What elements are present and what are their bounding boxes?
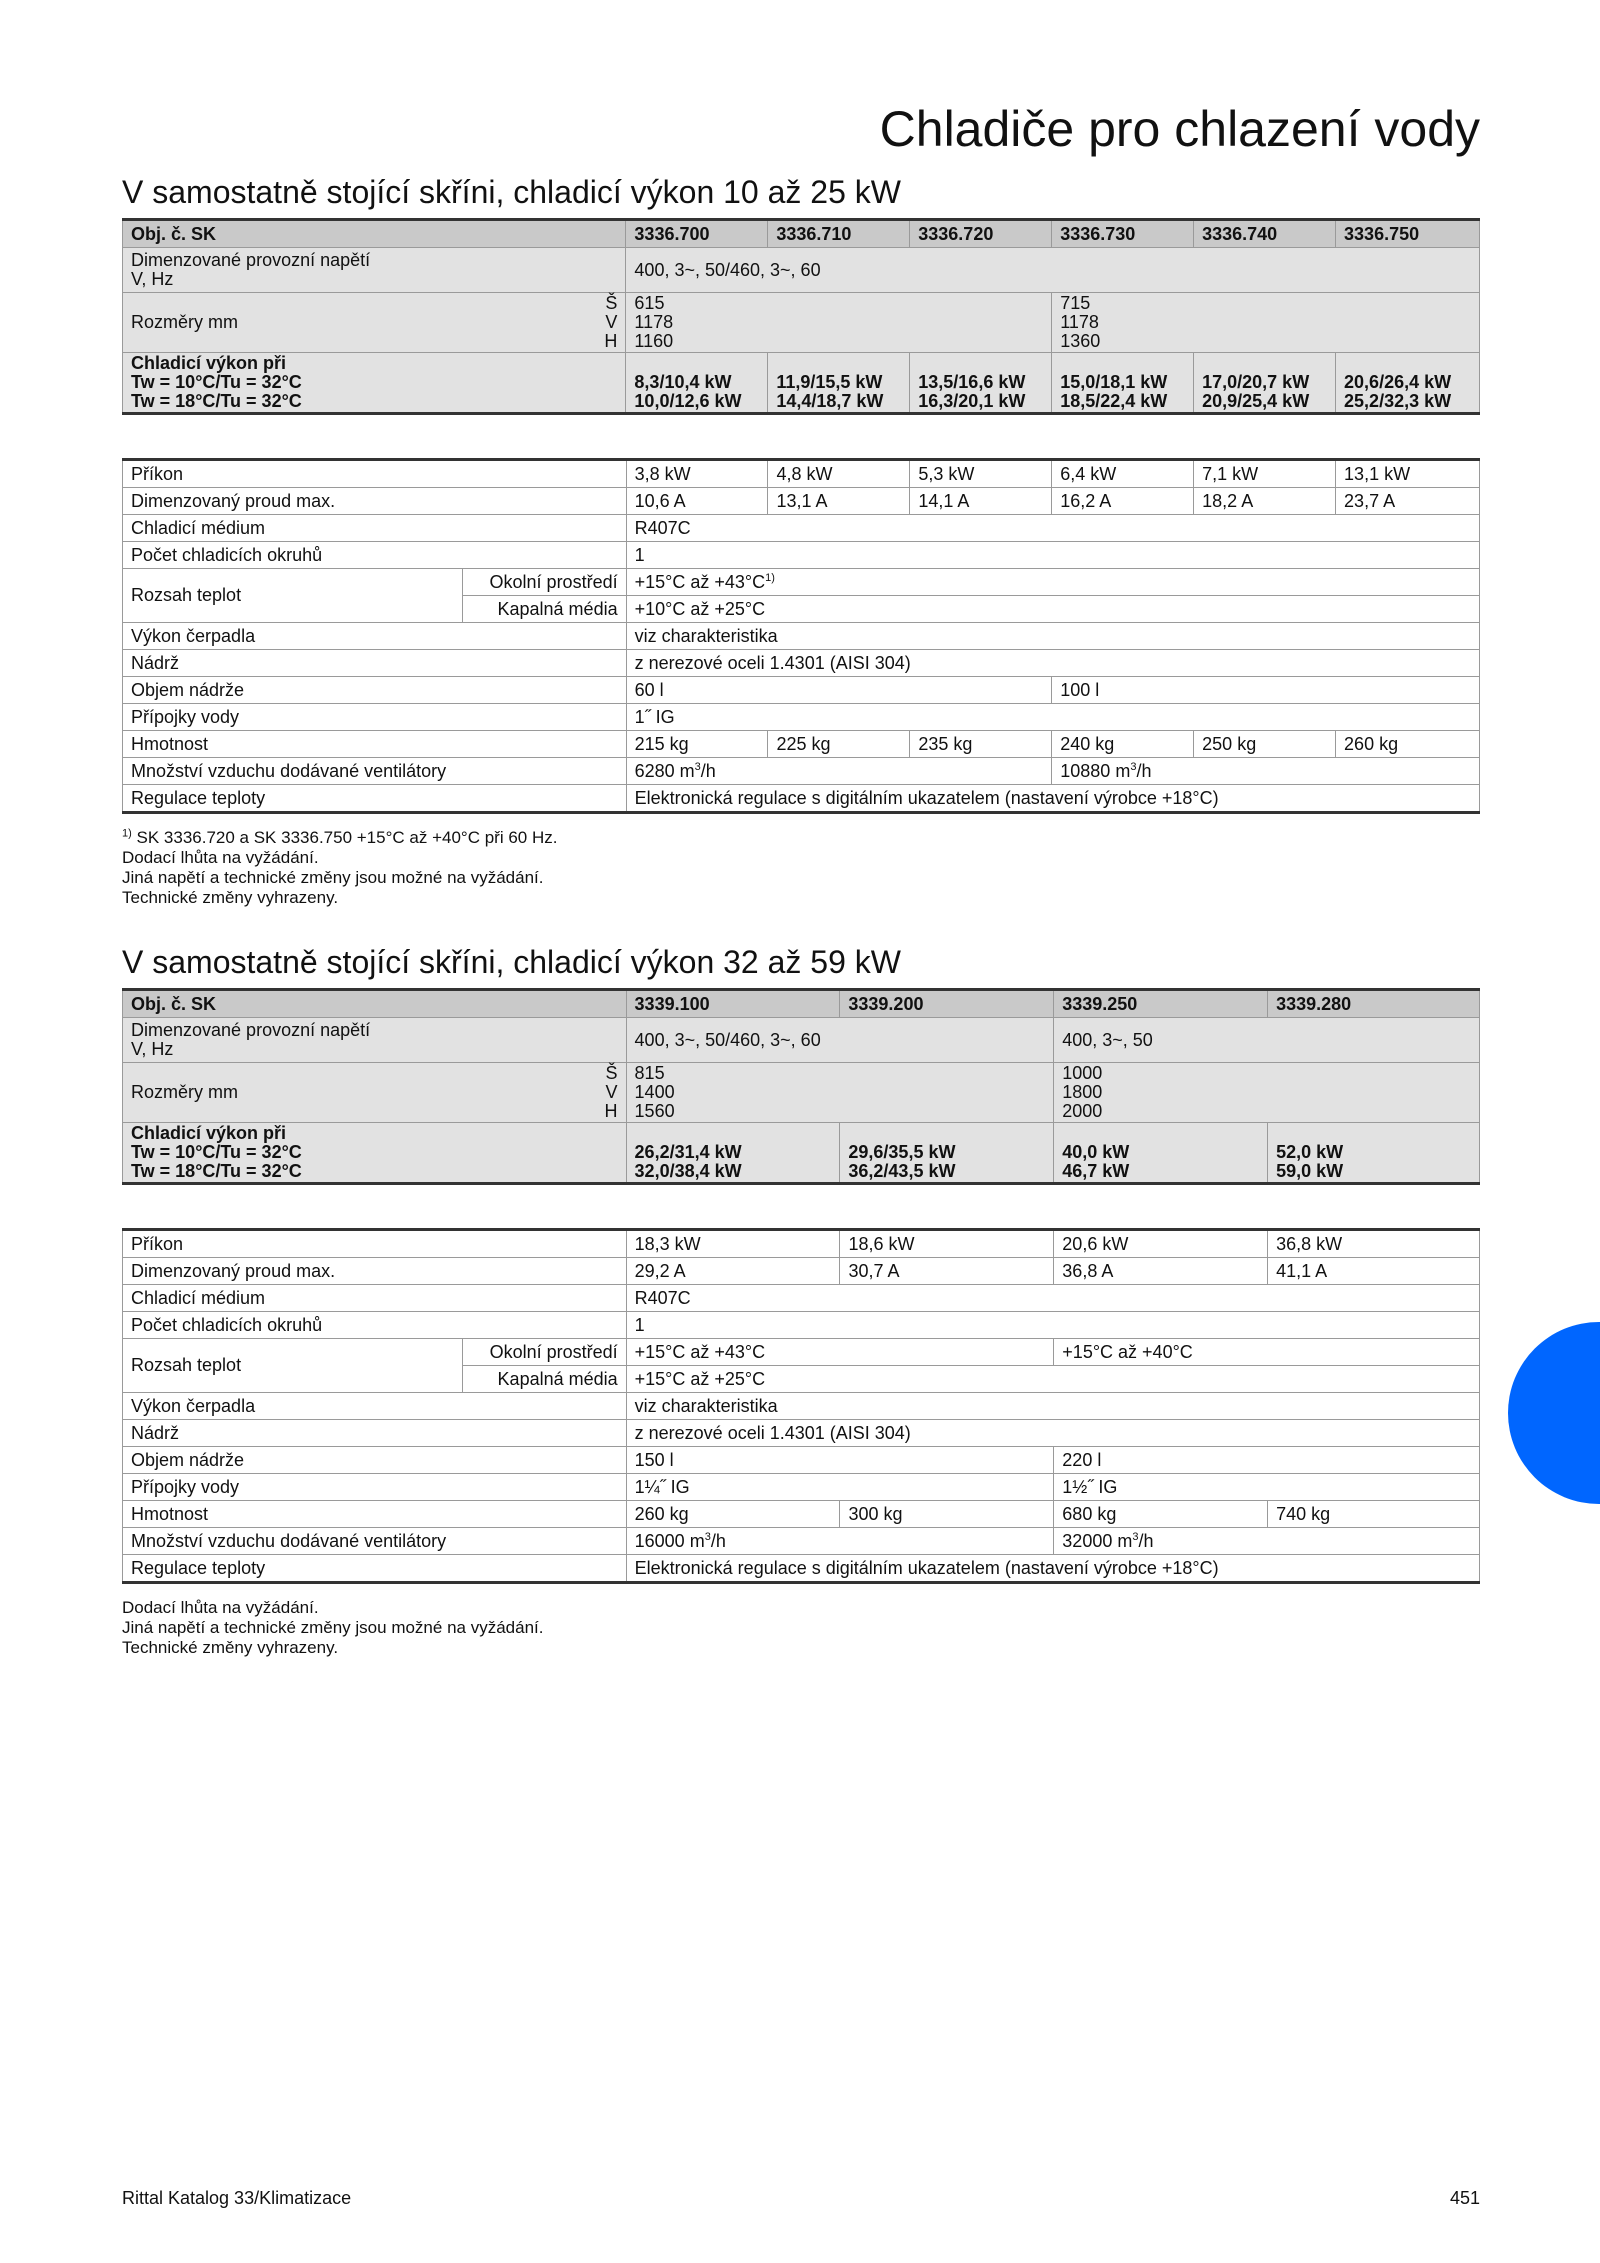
power-value: 4,8 kW — [768, 460, 910, 488]
footnote: $^{1)}$ SK 3336.720 a SK 3336.750 +15°C až +40°C při 60 Hz. — [122, 827, 558, 847]
cooling-value: 29,6/35,5 kW 36,2/43,5 kW — [840, 1123, 1054, 1184]
model-col: 3339.280 — [1268, 990, 1480, 1018]
ambient-a: +15°C až +43°C — [626, 1339, 1054, 1366]
tank-volume-b: 100 l — [1052, 677, 1480, 704]
cooling-value: 11,9/15,5 kW 14,4/18,7 kW — [768, 353, 910, 414]
page-number: 451 — [1449, 2188, 1480, 2208]
weight-value: 225 kg — [768, 731, 910, 758]
dims-label: Rozměry mm — [123, 293, 463, 353]
medium-label: Chladicí médium — [123, 1285, 627, 1312]
model-col: 3336.720 — [910, 220, 1052, 248]
circuits-label: Počet chladicích okruhů — [123, 542, 627, 569]
medium-label: Chladicí médium — [123, 515, 627, 542]
circuits-value: 1 — [626, 1312, 1479, 1339]
cooling-label: Chladicí výkon při Tw = 10°C/Tu = 32°C Tw = 18°C/Tu = 32°C — [123, 1123, 627, 1184]
weight-value: 740 kg — [1268, 1501, 1480, 1528]
regulation-label: Regulace teploty — [123, 1555, 627, 1583]
current-value: 10,6 A — [626, 488, 768, 515]
current-value: 14,1 A — [910, 488, 1052, 515]
tank-volume-b: 220 l — [1054, 1447, 1480, 1474]
airflow-label: Množství vzduchu dodávané ventilátory — [123, 1528, 627, 1555]
current-value: 13,1 A — [768, 488, 910, 515]
ambient-b: +15°C až +40°C — [1054, 1339, 1480, 1366]
current-value: 23,7 A — [1336, 488, 1480, 515]
weight-value: 250 kg — [1194, 731, 1336, 758]
regulation-value: Elektronická regulace s digitálním ukazatelem (nastavení výrobce +18°C) — [626, 785, 1479, 813]
pump-value: viz charakteristika — [626, 623, 1479, 650]
chapter-tab — [1508, 1322, 1600, 1504]
note: Dodací lhůta na vyžádání. — [122, 1598, 319, 1617]
weight-value: 300 kg — [840, 1501, 1054, 1528]
power-label: Příkon — [123, 1230, 627, 1258]
current-label: Dimenzovaný proud max. — [123, 1258, 627, 1285]
current-value: 36,8 A — [1054, 1258, 1268, 1285]
cooling-label: Chladicí výkon při Tw = 10°C/Tu = 32°C Tw = 18°C/Tu = 32°C — [123, 353, 626, 414]
note: Dodací lhůta na vyžádání. — [122, 848, 319, 867]
weight-value: 680 kg — [1054, 1501, 1268, 1528]
note: Jiná napětí a technické změny jsou možné na vyžádání. — [122, 868, 544, 887]
power-value: 20,6 kW — [1054, 1230, 1268, 1258]
circuits-value: 1 — [626, 542, 1479, 569]
water-conn-label: Přípojky vody — [123, 1474, 627, 1501]
power-value: 13,1 kW — [1336, 460, 1480, 488]
page-title: Chladiče pro chlazení vody — [879, 101, 1480, 157]
weight-value: 240 kg — [1052, 731, 1194, 758]
model-col: 3336.750 — [1336, 220, 1480, 248]
weight-value: 260 kg — [1336, 731, 1480, 758]
current-value: 16,2 A — [1052, 488, 1194, 515]
model-col: 3339.200 — [840, 990, 1054, 1018]
liquid-label: Kapalná média — [462, 1366, 626, 1393]
footer-catalog: Rittal Katalog 33/Klimatizace — [122, 2188, 352, 2208]
ambient-label: Okolní prostředí — [462, 569, 626, 596]
current-value: 41,1 A — [1268, 1258, 1480, 1285]
airflow-b: 10880 $m^3/h$ — [1052, 758, 1480, 785]
header-label: Obj. č. SK — [123, 990, 627, 1018]
cooling-value: 26,2/31,4 kW 32,0/38,4 kW — [626, 1123, 840, 1184]
tank-volume-label: Objem nádrže — [123, 677, 627, 704]
tank-volume-a: 60 l — [626, 677, 1052, 704]
tank-volume-a: 150 l — [626, 1447, 1054, 1474]
dims-a: 815 1400 1560 — [626, 1063, 1054, 1123]
cooling-value: 8,3/10,4 kW 10,0/12,6 kW — [626, 353, 768, 414]
voltage-label: Dimenzované provozní napětí V, Hz — [123, 1018, 627, 1063]
temp-range-label: Rozsah teplot — [123, 1339, 463, 1393]
power-value: 6,4 kW — [1052, 460, 1194, 488]
power-value: 7,1 kW — [1194, 460, 1336, 488]
voltage-a: 400, 3~, 50/460, 3~, 60 — [626, 1018, 1054, 1063]
model-col: 3339.250 — [1054, 990, 1268, 1018]
water-conn-value: 1˝ IG — [626, 704, 1479, 731]
tank-value: z nerezové oceli 1.4301 (AISI 304) — [626, 1420, 1479, 1447]
spec-table-top-2 — [122, 988, 1480, 1185]
model-col: 3336.710 — [768, 220, 910, 248]
spec-table-bottom-2 — [122, 1228, 1480, 1584]
dims-a: 615 1178 1160 — [626, 293, 1052, 353]
model-col: 3336.740 — [1194, 220, 1336, 248]
current-value: 30,7 A — [840, 1258, 1054, 1285]
weight-value: 260 kg — [626, 1501, 840, 1528]
weight-label: Hmotnost — [123, 1501, 627, 1528]
cooling-value: 17,0/20,7 kW 20,9/25,4 kW — [1194, 353, 1336, 414]
dims-label: Rozměry mm — [123, 1063, 463, 1123]
temp-range-label: Rozsah teplot — [123, 569, 463, 623]
pump-label: Výkon čerpadla — [123, 1393, 627, 1420]
note: Technické změny vyhrazeny. — [122, 1638, 339, 1657]
power-value: 18,6 kW — [840, 1230, 1054, 1258]
ambient-value: +15°C až $+43^\circ C^{1)}$ — [626, 569, 1479, 596]
airflow-a: 16000 $m^3/h$ — [626, 1528, 1054, 1555]
water-conn-a: 1¼˝ IG — [626, 1474, 1054, 1501]
current-value: 18,2 A — [1194, 488, 1336, 515]
note: Technické změny vyhrazeny. — [122, 888, 339, 907]
airflow-b: 32000 $m^3/h$ — [1054, 1528, 1480, 1555]
ambient-label: Okolní prostředí — [462, 1339, 626, 1366]
dims-b: 1000 1800 2000 — [1054, 1063, 1480, 1123]
power-value: 36,8 kW — [1268, 1230, 1480, 1258]
water-conn-label: Přípojky vody — [123, 704, 627, 731]
power-label: Příkon — [123, 460, 627, 488]
notes-1 — [122, 828, 557, 908]
spec-table-bottom-1 — [122, 458, 1480, 814]
current-label: Dimenzovaný proud max. — [123, 488, 627, 515]
header-label: Obj. č. SK — [123, 220, 626, 248]
voltage-b: 400, 3~, 50 — [1054, 1018, 1480, 1063]
liquid-value: +15°C až +25°C — [626, 1366, 1479, 1393]
tank-value: z nerezové oceli 1.4301 (AISI 304) — [626, 650, 1479, 677]
notes-2 — [122, 1598, 543, 1658]
power-value: 3,8 kW — [626, 460, 768, 488]
current-value: 29,2 A — [626, 1258, 840, 1285]
voltage-value: 400, 3~, 50/460, 3~, 60 — [626, 248, 1480, 293]
airflow-label: Množství vzduchu dodávané ventilátory — [123, 758, 627, 785]
cooling-value: 52,0 kW 59,0 kW — [1268, 1123, 1480, 1184]
dims-keys: Š V H — [462, 293, 626, 353]
cooling-value: 15,0/18,1 kW 18,5/22,4 kW — [1052, 353, 1194, 414]
medium-value: R407C — [626, 515, 1479, 542]
section-title-1: V samostatně stojící skříni, chladicí výkon 10 až 25 kW — [122, 174, 901, 210]
model-col: 3336.730 — [1052, 220, 1194, 248]
cooling-value: 13,5/16,6 kW 16,3/20,1 kW — [910, 353, 1052, 414]
weight-label: Hmotnost — [123, 731, 627, 758]
note: Jiná napětí a technické změny jsou možné na vyžádání. — [122, 1618, 544, 1637]
regulation-label: Regulace teploty — [123, 785, 627, 813]
pump-value: viz charakteristika — [626, 1393, 1479, 1420]
power-value: 18,3 kW — [626, 1230, 840, 1258]
tank-label: Nádrž — [123, 1420, 627, 1447]
model-col: 3339.100 — [626, 990, 840, 1018]
power-value: 5,3 kW — [910, 460, 1052, 488]
cooling-value: 40,0 kW 46,7 kW — [1054, 1123, 1268, 1184]
spec-table-top-1 — [122, 218, 1480, 415]
pump-label: Výkon čerpadla — [123, 623, 627, 650]
section-title-2: V samostatně stojící skříni, chladicí výkon 32 až 59 kW — [122, 944, 901, 980]
regulation-value: Elektronická regulace s digitálním ukazatelem (nastavení výrobce +18°C) — [626, 1555, 1479, 1583]
circuits-label: Počet chladicích okruhů — [123, 1312, 627, 1339]
cooling-value: 20,6/26,4 kW 25,2/32,3 kW — [1336, 353, 1480, 414]
model-col: 3336.700 — [626, 220, 768, 248]
tank-label: Nádrž — [123, 650, 627, 677]
airflow-a: 6280 $m^3/h$ — [626, 758, 1052, 785]
liquid-value: +10°C až +25°C — [626, 596, 1479, 623]
tank-volume-label: Objem nádrže — [123, 1447, 627, 1474]
liquid-label: Kapalná média — [462, 596, 626, 623]
dims-b: 715 1178 1360 — [1052, 293, 1480, 353]
water-conn-b: 1½˝ IG — [1054, 1474, 1480, 1501]
weight-value: 235 kg — [910, 731, 1052, 758]
dims-keys: Š V H — [462, 1063, 626, 1123]
medium-value: R407C — [626, 1285, 1479, 1312]
weight-value: 215 kg — [626, 731, 768, 758]
voltage-label: Dimenzované provozní napětí V, Hz — [123, 248, 626, 293]
